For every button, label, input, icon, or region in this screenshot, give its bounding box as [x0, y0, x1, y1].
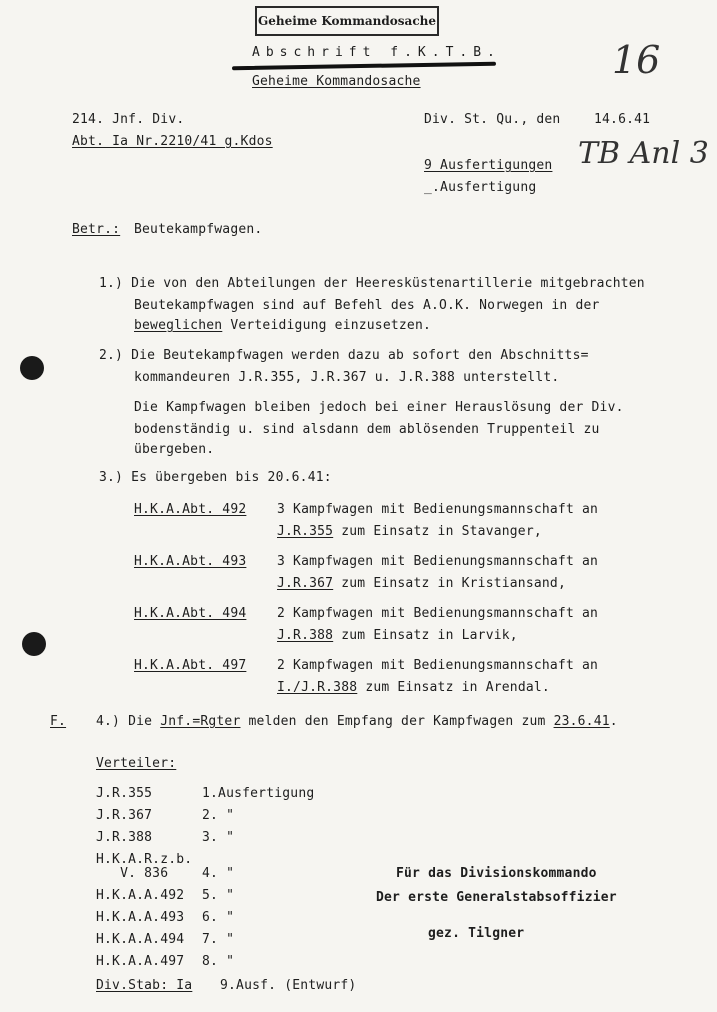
- p3-text: 3 Kampfwagen mit Bedienungsmannschaft an: [277, 502, 599, 517]
- subject-text: Beutekampfwagen.: [134, 222, 263, 237]
- p1-underlined-word: beweglichen: [134, 318, 223, 333]
- p3-unit: H.K.A.Abt. 492: [134, 502, 247, 517]
- p3-second-line: [277, 628, 518, 644]
- classification-stamp: Geheime Kommandosache: [255, 6, 439, 36]
- p4-marker: F.: [50, 714, 67, 729]
- reference-line: Abt. Ia Nr.2210/41 g.Kdos: [72, 134, 273, 149]
- distribution-name: V. 836: [96, 866, 169, 881]
- p4-line: 4.) Die Jnf.=Rgter melden den Empfang der Kampfwagen zum 23.6.41.: [96, 714, 618, 729]
- heading-bar: [232, 62, 496, 71]
- distribution-copy: 4. ": [202, 866, 235, 881]
- place-date-label: Div. St. Qu., den: [424, 112, 561, 127]
- abschrift-heading: Abschrift f.K.T.B.: [252, 45, 501, 60]
- classification-line: Geheime Kommandosache: [252, 74, 421, 89]
- subject-label: Betr.:: [72, 222, 121, 237]
- p4-middle: melden den Empfang der Kampfwagen zum: [248, 714, 546, 729]
- p3-text2: zum Einsatz in Arendal.: [365, 680, 550, 695]
- p1-line: 1.) Die von den Abteilungen der Heeresküstenartillerie mitgebrachten: [99, 276, 645, 291]
- p4-date: 23.6.41: [553, 714, 610, 729]
- p3-second-line: [277, 524, 542, 540]
- distribution-copy: 3. ": [202, 830, 235, 845]
- distribution-copy: 7. ": [202, 932, 235, 947]
- p3-target: J.R.388: [277, 628, 334, 643]
- signature-line-3: gez. Tilgner: [428, 926, 525, 941]
- p3-target: J.R.367: [277, 576, 334, 591]
- p4-prefix: 4.) Die: [96, 714, 153, 729]
- unit-line: 214. Jnf. Div.: [72, 112, 185, 127]
- p3-unit: H.K.A.Abt. 494: [134, 606, 247, 621]
- distribution-copy: 5. ": [202, 888, 235, 903]
- p1-line-3: [134, 318, 431, 334]
- distribution-name: H.K.A.A.492: [96, 888, 185, 903]
- distribution-copy: 2. ": [202, 808, 235, 823]
- copies-line: 9 Ausfertigungen: [424, 158, 553, 173]
- p3-text: 3 Kampfwagen mit Bedienungsmannschaft an: [277, 554, 599, 569]
- p2b-line: Die Kampfwagen bleiben jedoch bei einer Herauslösung der Div.: [134, 400, 624, 415]
- p3-text2: zum Einsatz in Kristiansand,: [341, 576, 566, 591]
- p2-line: 2.) Die Beutekampfwagen werden dazu ab sofort den Abschnitts=: [99, 348, 589, 363]
- distribution-name: H.K.A.A.494: [96, 932, 185, 947]
- distribution-copy: 6. ": [202, 910, 235, 925]
- p3-target: J.R.355: [277, 524, 334, 539]
- distribution-name: H.K.A.A.497: [96, 954, 185, 969]
- p4-underlined: Jnf.=Rgter: [160, 714, 241, 729]
- distribution-name: J.R.355: [96, 786, 153, 801]
- distribution-copy-last: 9.Ausf. (Entwurf): [220, 978, 357, 993]
- distribution-copy: 8. ": [202, 954, 235, 969]
- distribution-name: H.K.A.A.493: [96, 910, 185, 925]
- p2b-line: übergeben.: [134, 442, 215, 457]
- distribution-name: J.R.367: [96, 808, 153, 823]
- distribution-name: J.R.388: [96, 830, 153, 845]
- handwritten-note: TB Anl 3: [578, 136, 709, 171]
- distribution-name: H.K.A.R.z.b.: [96, 852, 193, 867]
- distribution-title: Verteiler:: [96, 756, 177, 771]
- p3-text: 2 Kampfwagen mit Bedienungsmannschaft an: [277, 658, 599, 673]
- p1-line-3-rest: Verteidigung einzusetzen.: [230, 318, 431, 333]
- p3-text: 2 Kampfwagen mit Bedienungsmannschaft an: [277, 606, 599, 621]
- p3-second-line: [277, 680, 550, 696]
- punch-hole: [20, 356, 44, 380]
- p3-target: I./J.R.388: [277, 680, 358, 695]
- p3-unit: H.K.A.Abt. 497: [134, 658, 247, 673]
- distribution-copy: 1.Ausfertigung: [202, 786, 315, 801]
- handwritten-page-mark: 16: [612, 38, 661, 82]
- p3-text2: zum Einsatz in Stavanger,: [341, 524, 542, 539]
- p2-line: kommandeuren J.R.355, J.R.367 u. J.R.388 unterstellt.: [134, 370, 560, 385]
- signature-line-1: Für das Divisionskommando: [396, 866, 597, 881]
- p3-second-line: [277, 576, 566, 592]
- copy-number-line: _.Ausfertigung: [424, 180, 537, 195]
- p3-unit: H.K.A.Abt. 493: [134, 554, 247, 569]
- distribution-name-last: Div.Stab: Ia: [96, 978, 193, 993]
- signature-line-2: Der erste Generalstabsoffizier: [376, 890, 617, 905]
- date: 14.6.41: [594, 112, 651, 127]
- p1-line: Beutekampfwagen sind auf Befehl des A.O.K. Norwegen in der: [134, 298, 600, 313]
- punch-hole: [22, 632, 46, 656]
- p3-intro: 3.) Es übergeben bis 20.6.41:: [99, 470, 332, 485]
- p3-text2: zum Einsatz in Larvik,: [341, 628, 518, 643]
- p2b-line: bodenständig u. sind alsdann dem ablösenden Truppenteil zu: [134, 422, 600, 437]
